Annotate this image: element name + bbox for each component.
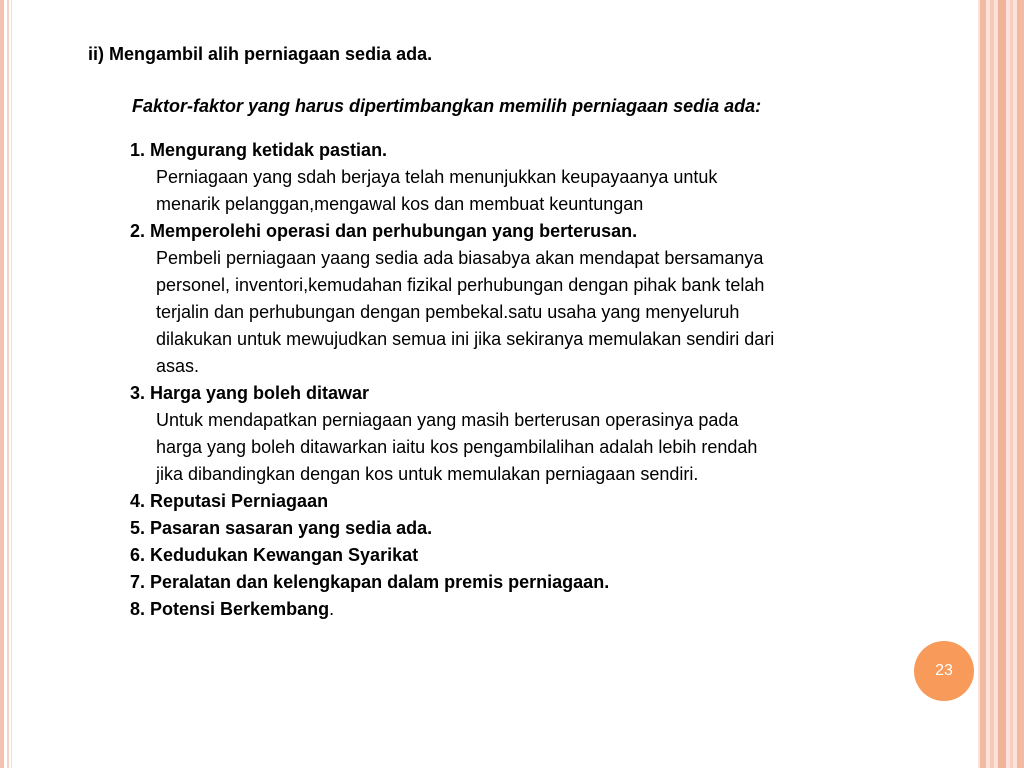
description-line: jika dibandingkan dengan kos untuk memulakan perniagaan sendiri. bbox=[156, 464, 699, 484]
description-line: terjalin dan perhubungan dengan pembekal.satu usaha yang menyeluruh bbox=[156, 302, 740, 322]
item-description bbox=[130, 245, 960, 380]
item-title: 6. Kedudukan Kewangan Syarikat bbox=[130, 545, 419, 565]
list-item bbox=[130, 569, 960, 596]
description-line: personel, inventori,kemudahan fizikal perhubungan dengan pihak bank telah bbox=[156, 275, 765, 295]
description-line: Pembeli perniagaan yaang sedia ada biasabya akan mendapat bersamanya bbox=[156, 248, 764, 268]
right-border-stripe bbox=[1017, 0, 1024, 768]
right-border-stripe bbox=[990, 0, 994, 768]
list-item bbox=[130, 137, 960, 218]
left-border-stripe bbox=[0, 0, 4, 768]
list-item bbox=[130, 542, 960, 569]
description-line: menarik pelanggan,mengawal kos dan membuat keuntungan bbox=[156, 194, 644, 214]
item-title: 2. Memperolehi operasi dan perhubungan yang berterusan. bbox=[130, 221, 638, 241]
item-description bbox=[130, 164, 960, 218]
description-line: dilakukan untuk mewujudkan semua ini jika sekiranya memulakan sendiri dari bbox=[156, 329, 775, 349]
description-line: harga yang boleh ditawarkan iaitu kos pengambilalihan adalah lebih rendah bbox=[156, 437, 758, 457]
description-line: Untuk mendapatkan perniagaan yang masih berterusan operasinya pada bbox=[156, 410, 739, 430]
slide-subheading: Faktor-faktor yang harus dipertimbangkan memilih perniagaan sedia ada: bbox=[132, 96, 762, 116]
item-title-suffix: . bbox=[329, 599, 335, 619]
left-border-stripe bbox=[7, 0, 9, 768]
right-border-stripe bbox=[998, 0, 1006, 768]
item-title: 5. Pasaran sasaran yang sedia ada. bbox=[130, 518, 433, 538]
item-title: 3. Harga yang boleh ditawar bbox=[130, 383, 370, 403]
factor-list bbox=[130, 137, 960, 623]
list-item bbox=[130, 218, 960, 380]
list-item bbox=[130, 380, 960, 488]
list-item bbox=[130, 596, 960, 623]
description-line: Perniagaan yang sdah berjaya telah menunjukkan keupayaanya untuk bbox=[156, 167, 718, 187]
slide-heading: ii) Mengambil alih perniagaan sedia ada. bbox=[88, 44, 433, 64]
description-line: asas. bbox=[156, 356, 200, 376]
item-title bbox=[130, 596, 960, 623]
left-border-stripe bbox=[11, 0, 12, 768]
item-title: 1. Mengurang ketidak pastian. bbox=[130, 140, 388, 160]
right-border-stripe bbox=[1010, 0, 1013, 768]
item-title: 7. Peralatan dan kelengkapan dalam premis perniagaan. bbox=[130, 572, 610, 592]
item-description bbox=[130, 407, 960, 488]
list-item bbox=[130, 488, 960, 515]
page-number-badge: 23 bbox=[914, 641, 974, 701]
item-title: 4. Reputasi Perniagaan bbox=[130, 491, 329, 511]
list-item bbox=[130, 515, 960, 542]
right-border-stripe bbox=[980, 0, 986, 768]
item-title-text: 8. Potensi Berkembang bbox=[130, 599, 330, 619]
